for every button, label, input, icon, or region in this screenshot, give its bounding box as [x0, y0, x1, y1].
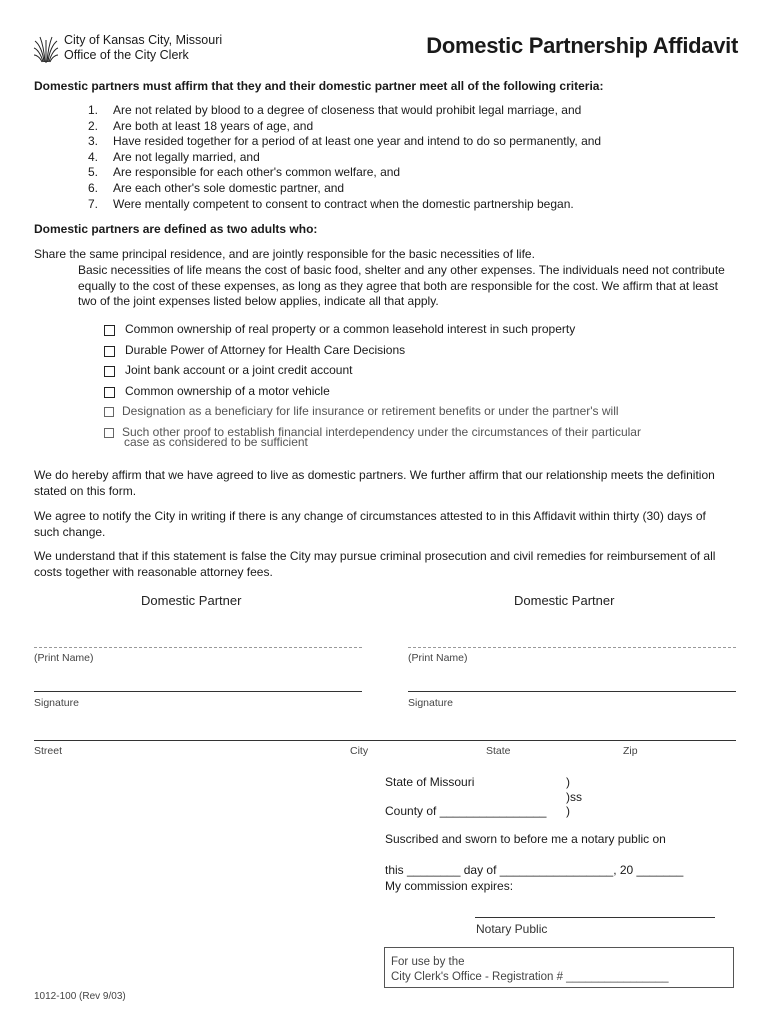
checkbox-icon[interactable] [104, 325, 115, 336]
list-item: 5. Are responsible for each other's common welfare, and [88, 165, 401, 180]
list-item: 7. Were mentally competent to consent to contract when the domestic partnership began. [88, 196, 574, 211]
registration-line1: For use by the [391, 956, 465, 968]
zip-label: Zip [623, 745, 638, 757]
partner-left-heading: Domestic Partner [141, 593, 242, 608]
notary-commission: My commission expires: [385, 879, 514, 893]
page-title: Domestic Partnership Affidavit [426, 33, 738, 58]
signature-label-right: Signature [408, 697, 453, 709]
notary-public-label: Notary Public [476, 922, 548, 936]
list-item: 3. Have resided together for a period of at least one year and intend to do so permanently, and [88, 134, 602, 149]
checkbox-joint-account[interactable]: Joint bank account or a joint credit account [104, 363, 641, 384]
criteria-list [88, 103, 601, 212]
registration-box [384, 947, 734, 988]
city-label: City [350, 745, 369, 757]
notary-paren-bottom: ) [566, 804, 570, 818]
print-name-field-left[interactable] [34, 647, 362, 648]
checkbox-icon[interactable] [104, 387, 115, 398]
checkbox-power-of-attorney[interactable]: Durable Power of Attorney for Health Care Decisions [104, 343, 641, 364]
notary-ss: )ss [566, 790, 582, 804]
print-name-label-left: (Print Name) [34, 652, 94, 664]
organization-name [64, 33, 222, 63]
org-line-city: City of Kansas City, Missouri [64, 33, 223, 47]
signature-label-left: Signature [34, 697, 79, 709]
signature-field-left[interactable] [34, 691, 362, 692]
notary-sworn-text: Suscribed and sworn to before me a notary public on [385, 832, 666, 846]
registration-line2[interactable]: City Clerk's Office - Registration # ________________ [391, 971, 669, 983]
basic-necessities-text: Basic necessities of life means the cost of basic food, shelter and any other expenses. The individuals need not contribute equally to the cost of these expenses, as long as they agree that both are responsible for the cost. We affirm that at least two of the joint expenses listed below applies, indicate all that apply. [78, 263, 725, 308]
list-item: 6. Are each other's sole domestic partner, and [88, 180, 345, 195]
partner-right-heading: Domestic Partner [514, 593, 615, 608]
notary-paren-top: ) [566, 775, 570, 789]
criteria-intro: Domestic partners must affirm that they and their domestic partner meet all of the following criteria: [34, 79, 604, 93]
checkbox-motor-vehicle[interactable]: Common ownership of a motor vehicle [104, 384, 641, 405]
org-line-office: Office of the City Clerk [64, 48, 189, 62]
checkbox-icon[interactable] [104, 407, 114, 417]
affirmation-false-statement: We understand that if this statement is false the City may pursue criminal prosecution and civil remedies for reimbursement of all costs together with reasonable attorney fees. [34, 549, 716, 579]
checkbox-beneficiary[interactable]: Designation as a beneficiary for life insurance or retirement benefits or under the partner's will [104, 404, 641, 425]
print-name-field-right[interactable] [408, 647, 736, 648]
list-item: 1. Are not related by blood to a degree of closeness that would prohibit legal marriage, and [88, 103, 582, 117]
notary-signature-field[interactable] [475, 917, 715, 918]
notary-county[interactable]: County of ________________ [385, 804, 547, 818]
state-label: State [486, 745, 511, 757]
checkbox-other-proof-continuation: case as considered to be sufficient [124, 434, 308, 449]
checkbox-icon[interactable] [104, 346, 115, 357]
form-number: 1012-100 (Rev 9/03) [34, 991, 126, 1002]
affirmation-relationship: We do hereby affirm that we have agreed to live as domestic partners. We further affirm that our relationship meets the definition stated on this form. [34, 468, 715, 498]
notary-state: State of Missouri [385, 775, 475, 789]
notary-date-line[interactable]: this ________ day of _________________, 20 _______ [385, 863, 684, 877]
city-logo-icon [33, 34, 59, 64]
checkbox-icon[interactable] [104, 428, 114, 438]
checkbox-other-proof[interactable]: Such other proof to establish financial interdependency under the circumstances of their particular [104, 425, 641, 439]
affirmation-notify: We agree to notify the City in writing if there is any change of circumstances attested to in this Affidavit within thirty (30) days of such change. [34, 509, 706, 539]
definition-heading: Domestic partners are defined as two adults who: [34, 222, 318, 236]
list-item: 4. Are not legally married, and [88, 149, 260, 164]
share-residence-text: Share the same principal residence, and are jointly responsible for the basic necessities of life. [34, 247, 535, 261]
checkbox-real-property[interactable]: Common ownership of real property or a common leasehold interest in such property [104, 322, 641, 343]
list-item: 2. Are both at least 18 years of age, and [88, 118, 314, 133]
street-label: Street [34, 745, 63, 757]
joint-expense-checklist [104, 322, 641, 456]
checkbox-icon[interactable] [104, 366, 115, 377]
print-name-label-right: (Print Name) [408, 652, 468, 664]
signature-field-right[interactable] [408, 691, 736, 692]
address-field[interactable] [34, 740, 736, 741]
